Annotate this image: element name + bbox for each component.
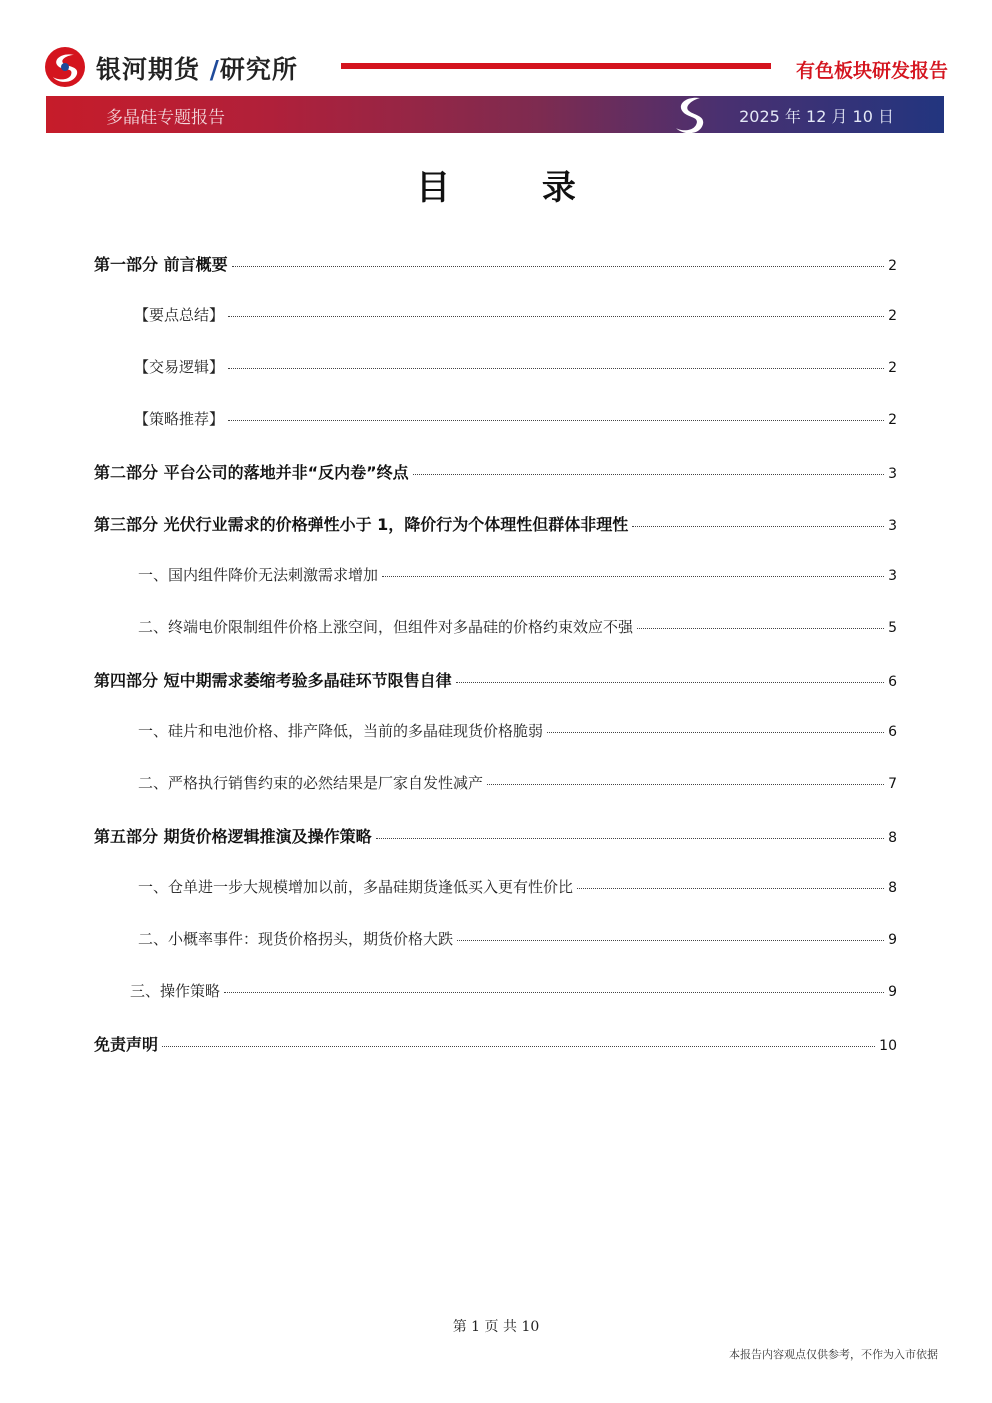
toc-entry-page: 3 <box>888 518 897 534</box>
title-band <box>46 96 944 133</box>
toc-entry-label: 一、硅片和电池价格、排产降低，当前的多晶硅现货价格脆弱 <box>138 722 544 740</box>
toc-entry-label: 二、小概率事件：现货价格拐头，期货价格大跌 <box>138 930 454 948</box>
toc-entry-page: 7 <box>888 776 897 792</box>
brand-institute: 研究所 <box>219 55 298 84</box>
toc-leader <box>577 888 884 889</box>
footer-disclaimer: 本报告内容观点仅供参考，不作为入市依据 <box>729 1348 938 1361</box>
toc-entry[interactable] <box>130 980 897 1002</box>
toc-leader <box>228 316 884 317</box>
toc-entry-page: 9 <box>888 932 897 948</box>
galaxy-futures-logo-icon <box>44 46 86 88</box>
toc-entry-page: 6 <box>888 674 897 690</box>
page-indicator: 第 1 页 共 10 <box>452 1319 540 1335</box>
toc-entry-page: 2 <box>888 258 897 274</box>
brand-separator: / <box>209 55 220 84</box>
toc-entry-label: 【交易逻辑】 <box>134 358 225 376</box>
toc-leader <box>457 940 884 941</box>
toc-entry[interactable] <box>94 512 897 534</box>
toc-entry-label: 免责声明 <box>94 1035 159 1054</box>
toc-leader <box>487 784 884 785</box>
toc-entry-page: 5 <box>888 620 897 636</box>
toc-leader <box>456 682 885 683</box>
toc-entry[interactable] <box>134 304 897 326</box>
toc-leader <box>224 992 884 993</box>
toc-leader <box>413 474 884 475</box>
toc-leader <box>632 526 884 527</box>
toc-entry[interactable] <box>134 408 897 430</box>
toc-entry[interactable] <box>94 1032 897 1054</box>
toc-entry-label: 【策略推荐】 <box>134 410 225 428</box>
brand-company: 银河期货 <box>96 55 201 84</box>
toc-entry-label: 一、国内组件降价无法刺激需求增加 <box>138 566 379 584</box>
report-date: 2025 年 12 月 10 日 <box>739 107 894 126</box>
toc-leader <box>232 266 885 267</box>
report-type: 多晶硅专题报告 <box>106 108 225 128</box>
toc-entry-page: 2 <box>888 412 897 428</box>
header-red-rule <box>341 63 771 69</box>
toc-entry[interactable] <box>138 564 897 586</box>
toc-entry[interactable] <box>138 772 897 794</box>
toc-entry[interactable] <box>94 824 897 846</box>
toc-title: 目 录 <box>416 168 616 208</box>
toc-entry-page: 3 <box>888 466 897 482</box>
toc-leader <box>228 368 884 369</box>
toc-entry-page: 8 <box>888 880 897 896</box>
toc-entry-page: 2 <box>888 308 897 324</box>
toc-entry-label: 第二部分 平台公司的落地并非“反内卷”终点 <box>94 463 409 482</box>
toc-leader <box>382 576 884 577</box>
brand-name <box>96 50 298 86</box>
toc-entry-page: 3 <box>888 568 897 584</box>
toc-entry-label: 二、严格执行销售约束的必然结果是厂家自发性减产 <box>138 774 484 792</box>
toc-entry-page: 6 <box>888 724 897 740</box>
toc-entry-page: 2 <box>888 360 897 376</box>
toc-entry-label: 一、仓单进一步大规模增加以前，多晶硅期货逢低买入更有性价比 <box>138 878 574 896</box>
toc-entry-label: 第三部分 光伏行业需求的价格弹性小于 1，降价行为个体理性但群体非理性 <box>94 515 629 534</box>
report-header <box>44 44 948 90</box>
toc-leader <box>228 420 884 421</box>
toc-leader <box>162 1046 875 1047</box>
toc-entry[interactable] <box>138 876 897 898</box>
toc-entry[interactable] <box>138 928 897 950</box>
toc-entry-page: 9 <box>888 984 897 1000</box>
toc-entry-label: 二、终端电价限制组件价格上涨空间，但组件对多晶硅的价格约束效应不强 <box>138 618 634 636</box>
toc-entry-label: 第四部分 短中期需求萎缩考验多晶硅环节限售自律 <box>94 671 452 690</box>
toc-entry[interactable] <box>94 460 897 482</box>
toc-entry-label: 【要点总结】 <box>134 306 225 324</box>
toc-entry[interactable] <box>94 252 897 274</box>
toc-entry[interactable] <box>138 720 897 742</box>
toc-entry[interactable] <box>94 668 897 690</box>
toc-leader <box>637 628 884 629</box>
toc-entry-label: 三、操作策略 <box>130 982 221 1000</box>
report-category: 有色板块研发报告 <box>795 60 948 82</box>
toc-entry-page: 8 <box>888 830 897 846</box>
toc-entry-page: 10 <box>879 1038 897 1054</box>
toc-entry-label: 第五部分 期货价格逻辑推演及操作策略 <box>94 827 372 846</box>
toc-entry[interactable] <box>134 356 897 378</box>
toc-entry-label: 第一部分 前言概要 <box>94 255 228 274</box>
toc-leader <box>376 838 885 839</box>
toc-leader <box>547 732 884 733</box>
toc-entry[interactable] <box>138 616 897 638</box>
s-swoosh-icon <box>670 94 710 136</box>
